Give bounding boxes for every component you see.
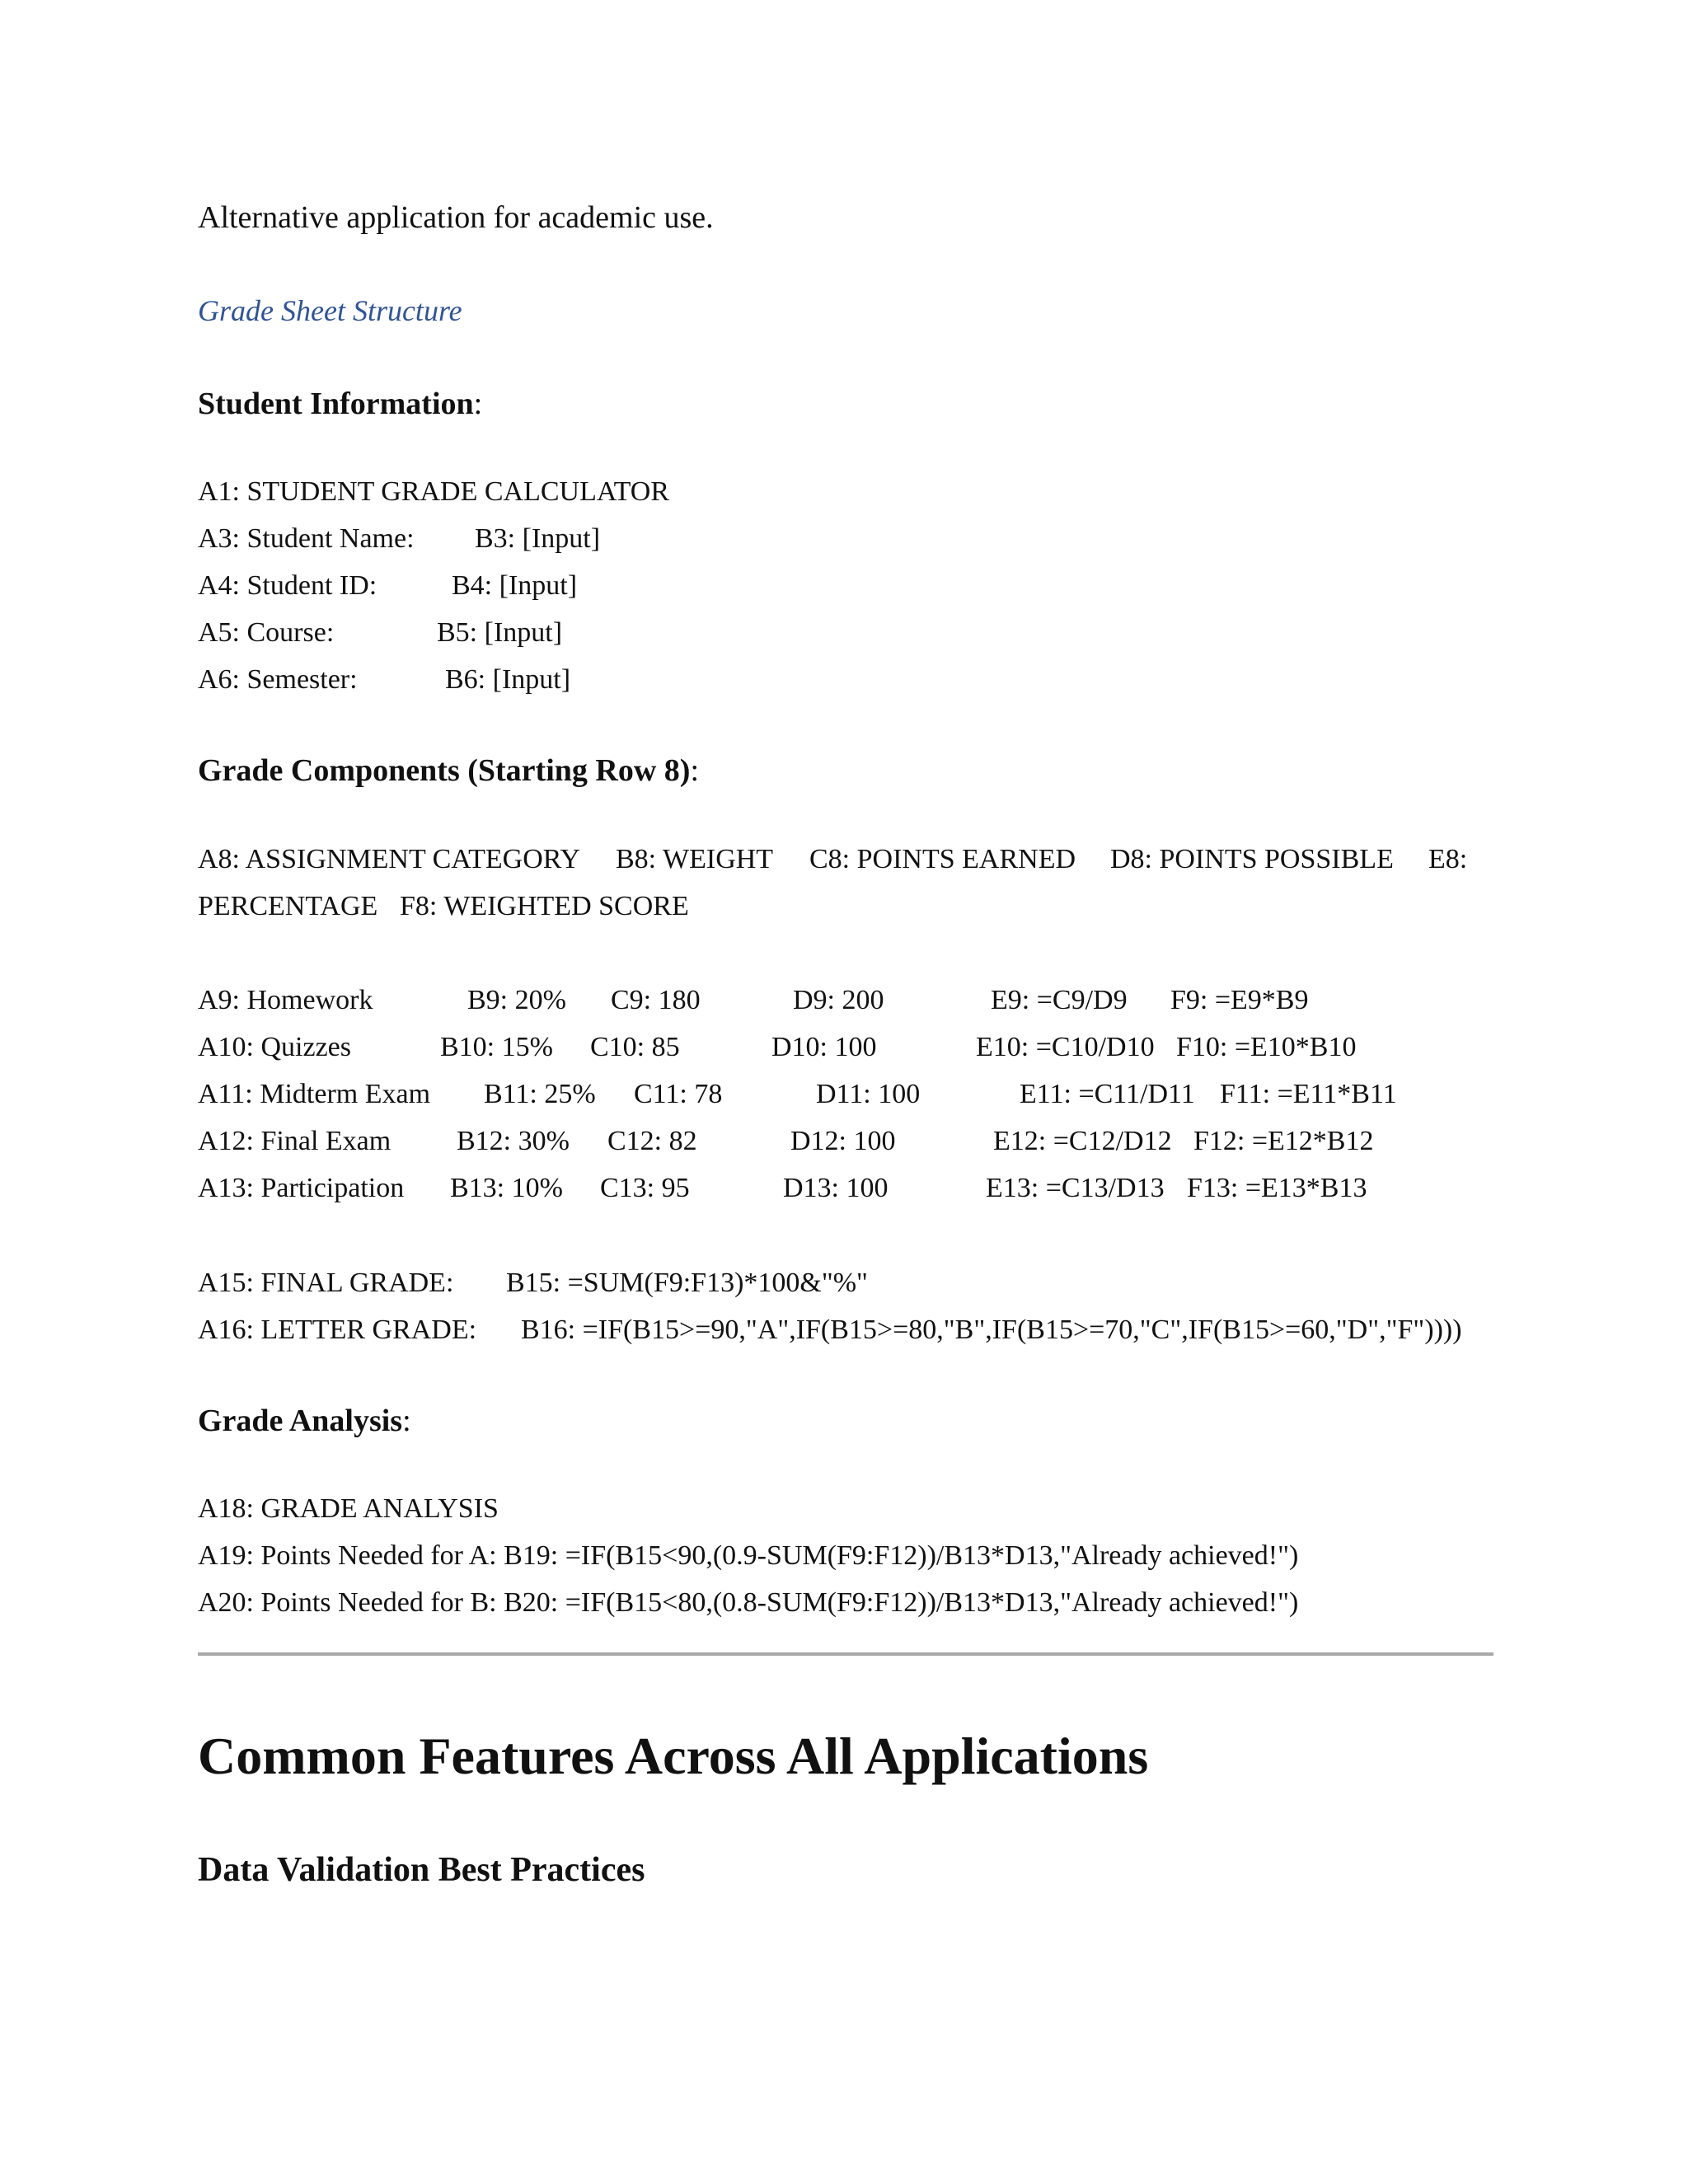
analysis-row: A20: Points Needed for B: B20: =IF(B15<80,(0.8-SUM(F9:F12))/B13*D13,"Already achieved!") (198, 1587, 1299, 1618)
grade-cell: D12: 100 (790, 1126, 896, 1156)
student-row-value: B4: [Input] (452, 570, 578, 601)
grade-analysis-heading (198, 1403, 411, 1439)
grade-cell: F13: =E13*B13 (1187, 1173, 1367, 1203)
grade-cell: D10: 100 (771, 1032, 877, 1062)
grade-cell: F12: =E12*B12 (1193, 1126, 1374, 1156)
grade-components-heading (198, 752, 699, 789)
horizontal-divider (198, 1652, 1493, 1656)
analysis-row: A19: Points Needed for A: B19: =IF(B15<90,(0.9-SUM(F9:F12))/B13*D13,"Already achieved!") (198, 1540, 1299, 1571)
grade-cell: B11: 25% (484, 1079, 596, 1109)
analysis-title-row: A18: GRADE ANALYSIS (198, 1493, 499, 1524)
grade-cell: E13: =C13/D13 (986, 1173, 1165, 1203)
heading-colon: : (473, 387, 483, 421)
column-header: D8: POINTS POSSIBLE (1110, 844, 1394, 874)
student-title-row: A1: STUDENT GRADE CALCULATOR (198, 476, 670, 507)
letter-grade-formula: B16: =IF(B15>=90,"A",IF(B15>=80,"B",IF(B15>=70,"C",IF(B15>=60,"D","F")))) (521, 1315, 1462, 1345)
grade-cell: F10: =E10*B10 (1176, 1032, 1357, 1062)
grade-cell: E10: =C10/D10 (976, 1032, 1155, 1062)
grade-analysis-heading-text: Grade Analysis (198, 1404, 403, 1438)
column-header: PERCENTAGE (198, 891, 378, 921)
grade-cell: B10: 15% (440, 1032, 553, 1062)
letter-grade-label: A16: LETTER GRADE: (198, 1315, 477, 1345)
final-grade-formula: B15: =SUM(F9:F13)*100&"%" (506, 1268, 868, 1298)
intro-text: Alternative application for academic use. (198, 200, 714, 235)
data-validation-heading: Data Validation Best Practices (198, 1851, 645, 1889)
grade-cell: A9: Homework (198, 985, 373, 1015)
grade-cell: E9: =C9/D9 (991, 985, 1128, 1015)
grade-cell: C13: 95 (600, 1173, 690, 1203)
grade-cell: B12: 30% (457, 1126, 570, 1156)
student-info-heading (198, 386, 482, 422)
grade-cell: A13: Participation (198, 1173, 405, 1203)
student-row-label: A3: Student Name: (198, 523, 415, 554)
grade-cell: F11: =E11*B11 (1220, 1079, 1397, 1109)
common-features-heading: Common Features Across All Applications (198, 1727, 1149, 1785)
subtitle: Grade Sheet Structure (198, 294, 462, 327)
column-header: B8: WEIGHT (616, 844, 774, 874)
grade-cell: B9: 20% (467, 985, 566, 1015)
column-header: C8: POINTS EARNED (809, 844, 1076, 874)
grade-cell: A12: Final Exam (198, 1126, 392, 1156)
student-row-label: A4: Student ID: (198, 570, 377, 601)
grade-cell: E11: =C11/D11 (1020, 1079, 1195, 1109)
student-row-label: A5: Course: (198, 617, 335, 648)
student-row-value: B3: [Input] (475, 523, 601, 554)
heading-colon: : (402, 1404, 411, 1438)
heading-colon: : (690, 753, 699, 788)
student-info-heading-text: Student Information (198, 387, 474, 421)
column-header: F8: WEIGHTED SCORE (400, 891, 689, 921)
grade-cell: D13: 100 (783, 1173, 889, 1203)
grade-cell: A11: Midterm Exam (198, 1079, 431, 1109)
grade-cell: D11: 100 (816, 1079, 921, 1109)
grade-components-heading-text: Grade Components (Starting Row 8) (198, 753, 691, 788)
grade-cell: B13: 10% (450, 1173, 563, 1203)
grade-cell: E12: =C12/D12 (993, 1126, 1172, 1156)
grade-cell: D9: 200 (793, 985, 884, 1015)
grade-cell: C11: 78 (634, 1079, 723, 1109)
column-header: E8: (1428, 844, 1468, 874)
grade-cell: C12: 82 (607, 1126, 697, 1156)
student-row-value: B5: [Input] (437, 617, 563, 648)
grade-cell: A10: Quizzes (198, 1032, 352, 1062)
student-row-value: B6: [Input] (445, 664, 571, 695)
grade-cell: C10: 85 (590, 1032, 680, 1062)
student-row-label: A6: Semester: (198, 664, 358, 695)
final-grade-label: A15: FINAL GRADE: (198, 1268, 454, 1298)
grade-cell: F9: =E9*B9 (1170, 985, 1309, 1015)
column-header: A8: ASSIGNMENT CATEGORY (198, 844, 581, 874)
grade-cell: C9: 180 (611, 985, 701, 1015)
